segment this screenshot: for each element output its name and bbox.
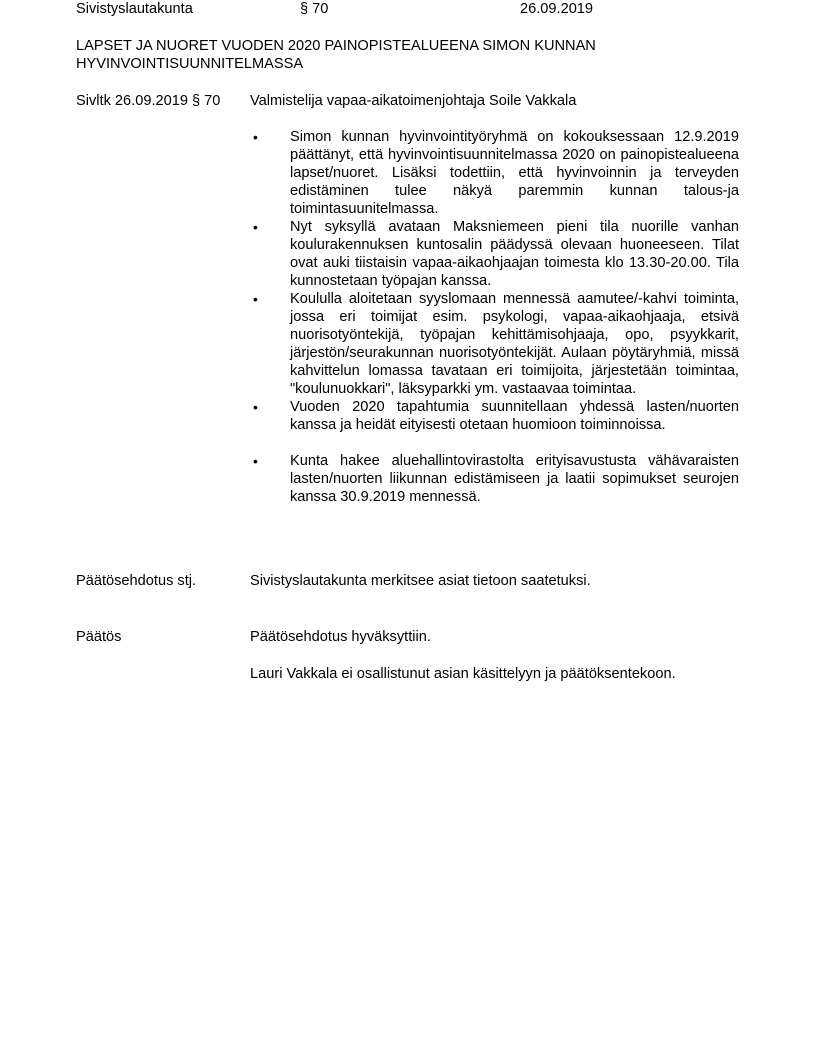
preparation-text: Valmistelija vapaa-aikatoimenjohtaja Soile Vakkala <box>250 93 577 109</box>
bullet-icon: • <box>253 219 258 235</box>
header-section: § 70 <box>300 1 329 17</box>
bullet-text: Simon kunnan hyvinvointityöryhmä on kokouksessaan 12.9.2019 päättänyt, että hyvinvointisuunnitelmassa 2020 on painopistealueena lapset/nuoret. Lisäksi todettiin, että hyvinvoinnin ja terveyden edistäminen tulee näkyä paremmin kunnan talous-ja toimintasuunitelmassa. <box>290 129 739 217</box>
proposal-text: Sivistyslautakunta merkitsee asiat tietoon saatetuksi. <box>250 573 591 589</box>
bullet-text: Vuoden 2020 tapahtumia suunnitellaan yhdessä lasten/nuorten kanssa ja heidät eityisesti otetaan huomioon toiminnoissa. <box>290 399 739 433</box>
list-item <box>250 290 739 398</box>
title-line-2: HYVINVOINTISUUNNITELMASSA <box>76 56 304 72</box>
bullet-text: Koululla aloitetaan syyslomaan mennessä aamutee/-kahvi toiminta, jossa eri toimijat esim. psykologi, vapaa-aikaohjaaja, etsivä nuorisotyöntekijä, työpajan kehittämisohjaaja, opo, psyykkarit, järjestön/seurakunnan nuorisotyöntekijät. Aulaan pöytäryhmiä, missä kahvittelun lomassa tavataan eri toimijoita, järjestetään toimintaa, "koulunuokkari", läksyparkki ym. vastaavaa toimintaa. <box>290 291 739 397</box>
decision-label: Päätös <box>76 629 122 645</box>
bullet-icon: • <box>253 399 258 415</box>
preparation-label: Sivltk 26.09.2019 § 70 <box>76 93 221 109</box>
bullet-icon: • <box>253 291 258 307</box>
decision-note: Lauri Vakkala ei osallistunut asian käsittelyyn ja päätöksentekoon. <box>250 666 676 682</box>
header-date: 26.09.2019 <box>520 1 594 17</box>
bullet-list <box>250 128 739 506</box>
list-item <box>250 398 739 434</box>
list-item <box>250 452 739 506</box>
document-title <box>76 37 736 73</box>
header-organ: Sivistyslautakunta <box>76 1 193 17</box>
list-item <box>250 128 739 218</box>
bullet-icon: • <box>253 453 258 469</box>
title-line-1: LAPSET JA NUORET VUODEN 2020 PAINOPISTEALUEENA SIMON KUNNAN <box>76 38 596 54</box>
decision-text: Päätösehdotus hyväksyttiin. <box>250 629 431 645</box>
list-item <box>250 218 739 290</box>
bullet-text: Kunta hakee aluehallintovirastolta erityisavustusta vähävaraisten lasten/nuorten liikunnan edistämiseen ja laatii sopimukset seurojen kanssa 30.9.2019 mennessä. <box>290 453 739 505</box>
proposal-label: Päätösehdotus stj. <box>76 573 197 589</box>
bullet-text: Nyt syksyllä avataan Maksniemeen pieni tila nuorille vanhan koulurakennuksen kuntosalin päädyssä olevaan huoneeseen. Tilat ovat auki tiistaisin vapaa-aikaohjaajan toimesta klo 13.30-20.00. Tila kunnostetaan työpajan kanssa. <box>290 219 739 289</box>
bullet-icon: • <box>253 129 258 145</box>
